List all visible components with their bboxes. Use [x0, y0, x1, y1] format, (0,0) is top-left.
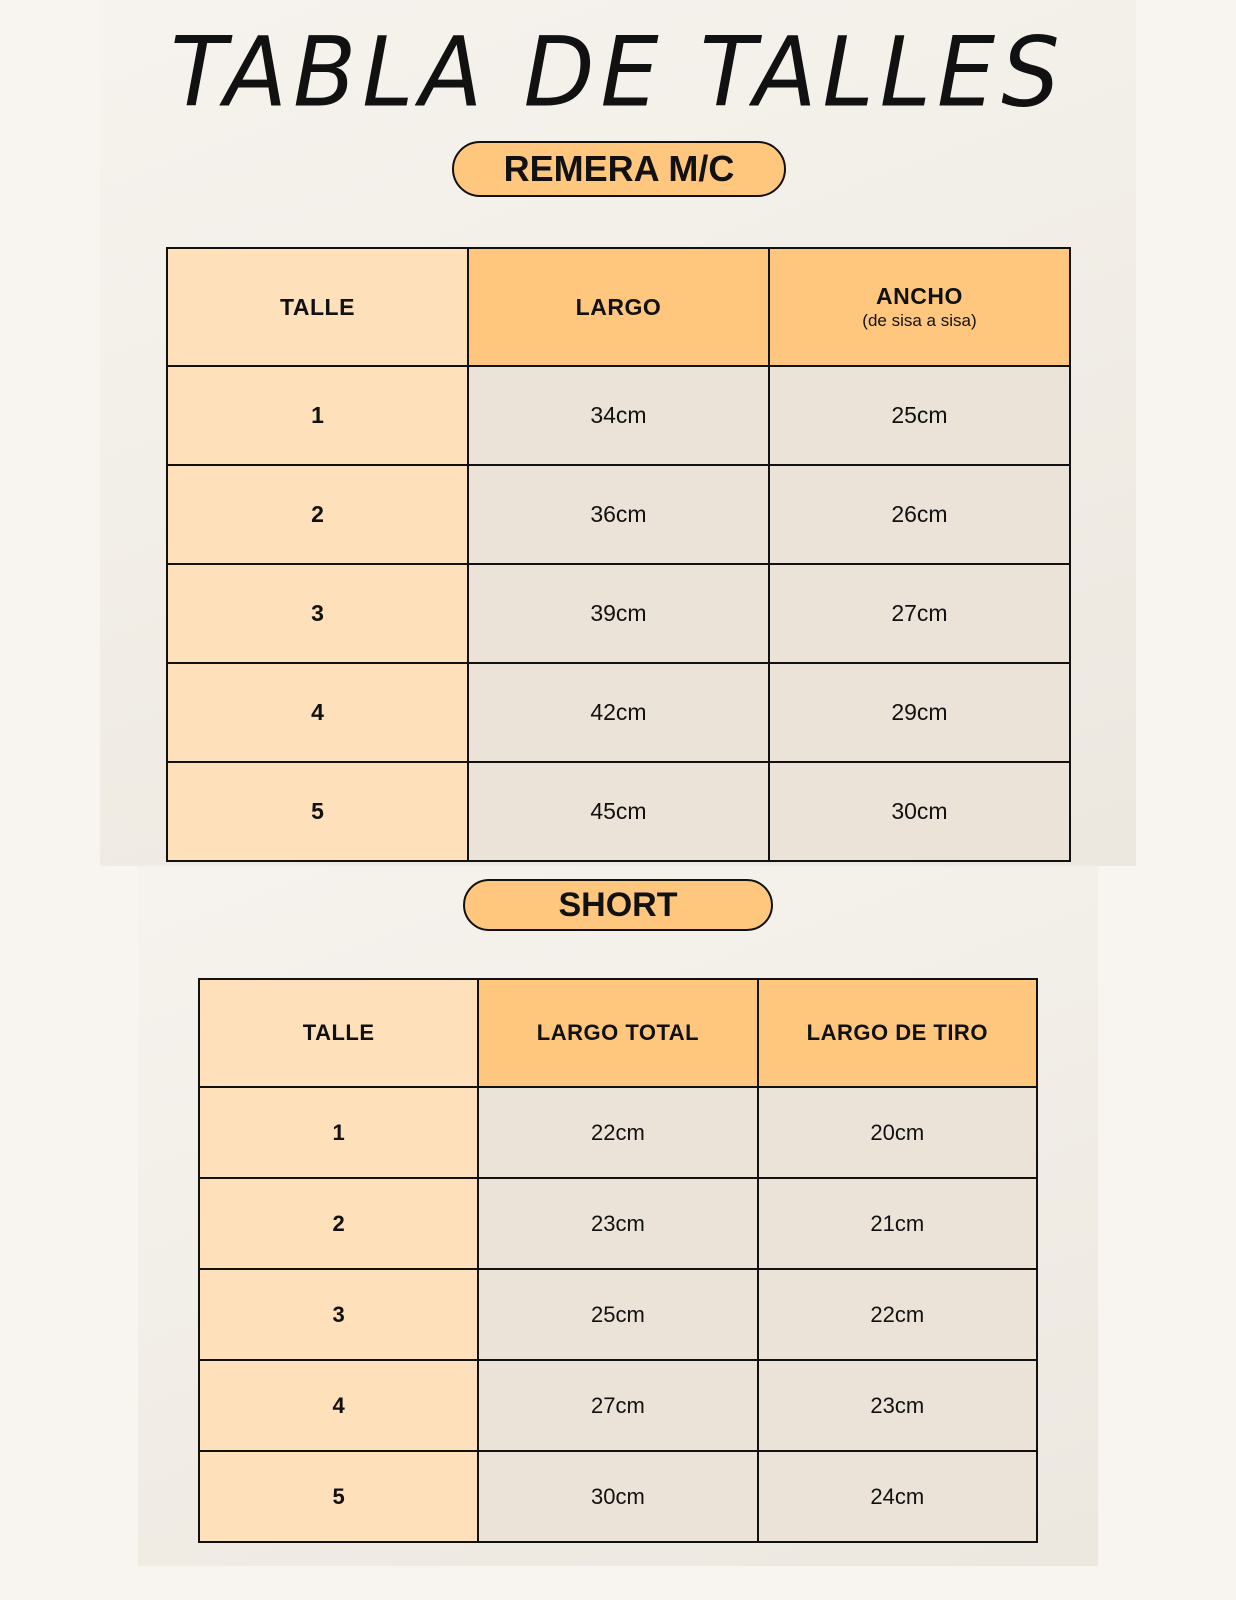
size-cell: 1	[199, 1087, 478, 1178]
remera-section-label: REMERA M/C	[452, 141, 786, 197]
header-ancho	[769, 248, 1070, 366]
ancho-cell: 30cm	[769, 762, 1070, 861]
header-talle: TALLE	[199, 979, 478, 1087]
size-cell: 5	[167, 762, 468, 861]
largo-total-cell: 25cm	[478, 1269, 757, 1360]
largo-cell: 45cm	[468, 762, 769, 861]
page-title: TABLA DE TALLES	[170, 16, 1066, 129]
size-cell: 4	[167, 663, 468, 762]
largo-tiro-cell: 23cm	[758, 1360, 1037, 1451]
largo-cell: 36cm	[468, 465, 769, 564]
table-row	[167, 465, 1070, 564]
table-row	[199, 1451, 1037, 1542]
header-largo-total: LARGO TOTAL	[478, 979, 757, 1087]
short-size-table	[198, 978, 1038, 1543]
ancho-cell: 25cm	[769, 366, 1070, 465]
size-cell: 4	[199, 1360, 478, 1451]
largo-total-cell: 30cm	[478, 1451, 757, 1542]
largo-cell: 42cm	[468, 663, 769, 762]
remera-size-table	[166, 247, 1071, 862]
header-ancho-note: (de sisa a sisa)	[862, 311, 977, 330]
size-cell: 3	[167, 564, 468, 663]
largo-total-cell: 23cm	[478, 1178, 757, 1269]
largo-tiro-cell: 24cm	[758, 1451, 1037, 1542]
table-row	[167, 663, 1070, 762]
table-row	[199, 1360, 1037, 1451]
size-cell: 1	[167, 366, 468, 465]
largo-cell: 34cm	[468, 366, 769, 465]
largo-tiro-cell: 22cm	[758, 1269, 1037, 1360]
largo-cell: 39cm	[468, 564, 769, 663]
table-row	[167, 762, 1070, 861]
header-largo-de-tiro: LARGO DE TIRO	[758, 979, 1037, 1087]
largo-total-cell: 22cm	[478, 1087, 757, 1178]
short-section-label: SHORT	[463, 879, 773, 931]
size-cell: 3	[199, 1269, 478, 1360]
size-cell: 5	[199, 1451, 478, 1542]
ancho-cell: 26cm	[769, 465, 1070, 564]
table-header-row	[199, 979, 1037, 1087]
size-cell: 2	[167, 465, 468, 564]
ancho-cell: 29cm	[769, 663, 1070, 762]
table-row	[199, 1087, 1037, 1178]
table-row	[199, 1178, 1037, 1269]
header-ancho-label: ANCHO	[876, 283, 963, 309]
table-row	[167, 366, 1070, 465]
largo-tiro-cell: 21cm	[758, 1178, 1037, 1269]
largo-tiro-cell: 20cm	[758, 1087, 1037, 1178]
size-cell: 2	[199, 1178, 478, 1269]
ancho-cell: 27cm	[769, 564, 1070, 663]
table-row	[167, 564, 1070, 663]
header-largo: LARGO	[468, 248, 769, 366]
table-header-row	[167, 248, 1070, 366]
largo-total-cell: 27cm	[478, 1360, 757, 1451]
table-row	[199, 1269, 1037, 1360]
header-talle: TALLE	[167, 248, 468, 366]
